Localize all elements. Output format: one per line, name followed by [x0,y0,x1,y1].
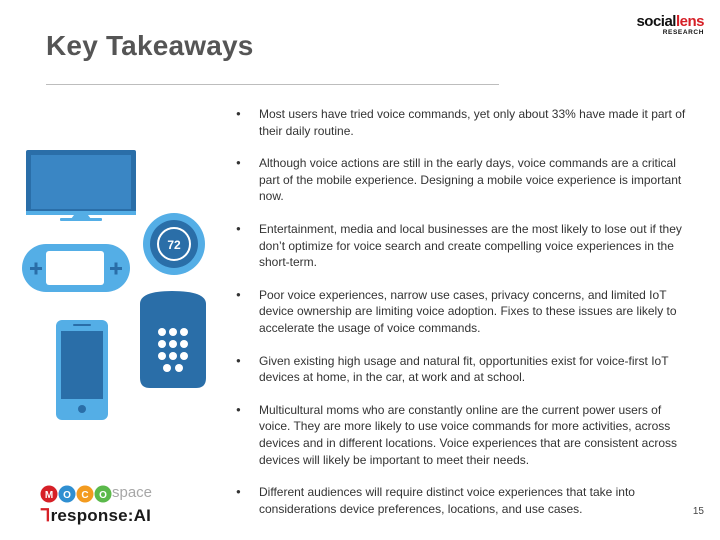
devices-illustration [20,146,220,426]
logo-wordmark [636,14,704,29]
game-controller-icon [22,244,130,292]
takeaway-item: ● Multicultural moms who are constantly online are the current power users of voice. They are more likely to use voice commands for more activities, across devices and in different locations. Voice experiences that are consistent across devices will likely be important to meet their needs. [236,402,692,468]
smartphone-icon [56,320,108,420]
sociallens-logo [636,14,704,37]
page-title: Key Takeaways [46,30,254,61]
takeaways-list [236,106,692,533]
thermostat-icon [143,213,205,275]
mocospace-letter: C [81,490,89,501]
tv-icon [26,150,136,221]
takeaway-item: ● Entertainment, media and local businesses are the most likely to lose out if they don’t optimize for voice search and create compelling voice experiences in the short-term. [236,221,692,271]
mocospace-word: space [112,484,153,501]
thermostat-reading: 72 [167,238,181,252]
smart-speaker-icon [140,291,206,388]
takeaway-item: ● Given existing high usage and natural fit, opportunities exist for voice-first IoT devices at home, in the car, at work and at school. [236,353,692,386]
takeaway-item: ● Although voice actions are still in the early days, voice commands are a critical part of the mobile experience. Designing a mobile voice experience is important now. [236,155,692,205]
response-ai-text: response:AI [50,506,152,525]
takeaway-item: ● Most users have tried voice commands, yet only about 33% have made it part of their daily routine. [236,106,692,139]
logo-social-text: social [636,13,676,30]
title-divider [46,84,499,85]
mocospace-letter: O [99,490,107,501]
logo-lens-text: lens [675,13,704,30]
takeaway-item: ● Different audiences will require distinct voice experiences that take into considerations device preferences, locations, and use cases. [236,484,692,517]
takeaway-item: ● Poor voice experiences, narrow use cases, privacy concerns, and limited IoT device ownership are limiting voice adoption. Fixes to these issues are likely to accelerate the usage of voice commands. [236,287,692,337]
response-ai-mark: ᒣ [40,506,51,525]
response-ai-logo [40,506,151,526]
mocospace-bubbles [40,484,112,504]
mocospace-letter: M [44,490,54,501]
page-number: 15 [692,506,704,517]
logo-research-text: RESEARCH [662,29,704,36]
mocospace-letter: O [63,490,71,501]
